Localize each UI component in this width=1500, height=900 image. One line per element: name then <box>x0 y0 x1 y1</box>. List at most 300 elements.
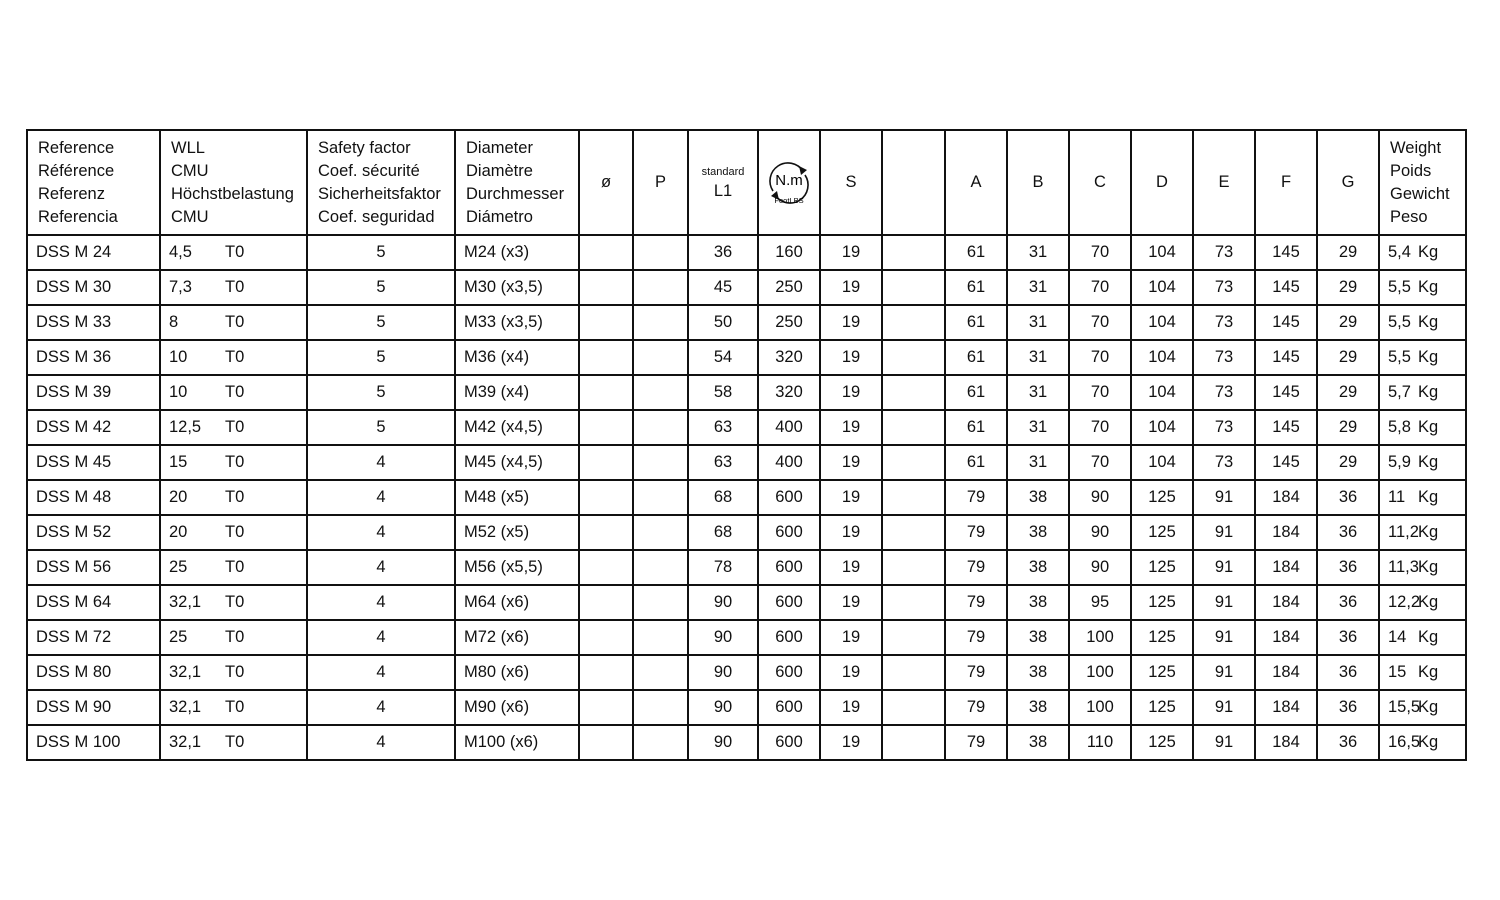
cell-blank <box>882 235 945 270</box>
wll-value: 10 <box>169 383 188 401</box>
torque-unit-nm: N.m <box>775 171 803 189</box>
cell-blank <box>882 410 945 445</box>
cell-diameter: M33 (x3,5) <box>455 305 579 340</box>
cell-p <box>633 445 688 480</box>
cell-d: 104 <box>1131 410 1193 445</box>
cell-b: 31 <box>1007 340 1069 375</box>
cell-p <box>633 410 688 445</box>
cell-d: 125 <box>1131 620 1193 655</box>
wll-value: 8 <box>169 313 179 331</box>
cell-blank <box>882 480 945 515</box>
table-row <box>27 690 1466 725</box>
cell-c: 70 <box>1069 235 1131 270</box>
header-l1 <box>688 130 758 235</box>
cell-s: 19 <box>820 445 882 480</box>
table-row <box>27 410 1466 445</box>
cell-d: 104 <box>1131 270 1193 305</box>
cell-s: 19 <box>820 305 882 340</box>
cell-reference: DSS M 100 <box>27 725 160 760</box>
cell-f: 145 <box>1255 375 1317 410</box>
cell-reference: DSS M 45 <box>27 445 160 480</box>
wll-unit: T0 <box>225 593 245 611</box>
header-diameter: Diameter Diamètre Durchmesser Diámetro <box>455 130 579 235</box>
cell-l1: 90 <box>688 690 758 725</box>
cell-e: 91 <box>1193 480 1255 515</box>
cell-e: 91 <box>1193 620 1255 655</box>
cell-c: 95 <box>1069 585 1131 620</box>
cell-reference: DSS M 52 <box>27 515 160 550</box>
cell-safety-factor: 5 <box>307 410 455 445</box>
wll-value: 12,5 <box>169 418 202 436</box>
cell-f: 184 <box>1255 515 1317 550</box>
cell-safety-factor: 5 <box>307 340 455 375</box>
cell-b: 38 <box>1007 725 1069 760</box>
cell-s: 19 <box>820 515 882 550</box>
cell-p <box>633 550 688 585</box>
cell-reference: DSS M 56 <box>27 550 160 585</box>
table-row <box>27 270 1466 305</box>
cell-d: 125 <box>1131 690 1193 725</box>
cell-c: 70 <box>1069 445 1131 480</box>
header-e: E <box>1193 130 1255 235</box>
cell-wll <box>160 480 307 515</box>
cell-a: 79 <box>945 620 1007 655</box>
cell-safety-factor: 4 <box>307 620 455 655</box>
specification-table <box>26 129 1467 761</box>
cell-torque: 600 <box>758 690 820 725</box>
cell-wll <box>160 410 307 445</box>
cell-l1: 63 <box>688 445 758 480</box>
cell-s: 19 <box>820 340 882 375</box>
cell-e: 73 <box>1193 375 1255 410</box>
cell-p <box>633 270 688 305</box>
cell-p <box>633 515 688 550</box>
table-body <box>27 235 1466 760</box>
cell-phi <box>579 375 633 410</box>
weight-unit: Kg <box>1418 418 1439 436</box>
wll-unit: T0 <box>225 733 245 751</box>
cell-phi <box>579 305 633 340</box>
cell-b: 31 <box>1007 270 1069 305</box>
cell-d: 125 <box>1131 655 1193 690</box>
cell-wll <box>160 340 307 375</box>
cell-f: 184 <box>1255 655 1317 690</box>
header-f: F <box>1255 130 1317 235</box>
cell-s: 19 <box>820 725 882 760</box>
cell-g: 36 <box>1317 515 1379 550</box>
cell-safety-factor: 4 <box>307 690 455 725</box>
cell-weight <box>1379 340 1466 375</box>
cell-g: 36 <box>1317 690 1379 725</box>
cell-e: 73 <box>1193 445 1255 480</box>
cell-c: 70 <box>1069 270 1131 305</box>
cell-diameter: M52 (x5) <box>455 515 579 550</box>
cell-wll <box>160 515 307 550</box>
cell-diameter: M90 (x6) <box>455 690 579 725</box>
cell-g: 29 <box>1317 235 1379 270</box>
cell-blank <box>882 655 945 690</box>
cell-blank <box>882 375 945 410</box>
cell-reference: DSS M 42 <box>27 410 160 445</box>
table-row <box>27 620 1466 655</box>
cell-s: 19 <box>820 550 882 585</box>
cell-p <box>633 480 688 515</box>
cell-p <box>633 305 688 340</box>
cell-e: 73 <box>1193 270 1255 305</box>
cell-diameter: M80 (x6) <box>455 655 579 690</box>
cell-e: 91 <box>1193 585 1255 620</box>
cell-reference: DSS M 30 <box>27 270 160 305</box>
cell-phi <box>579 515 633 550</box>
table-row <box>27 340 1466 375</box>
cell-l1: 68 <box>688 515 758 550</box>
cell-b: 31 <box>1007 410 1069 445</box>
cell-wll <box>160 620 307 655</box>
cell-blank <box>882 690 945 725</box>
header-phi: ø <box>579 130 633 235</box>
cell-torque: 600 <box>758 550 820 585</box>
cell-weight <box>1379 655 1466 690</box>
cell-safety-factor: 4 <box>307 550 455 585</box>
header-row <box>27 130 1466 235</box>
weight-unit: Kg <box>1418 243 1439 261</box>
cell-wll <box>160 445 307 480</box>
cell-reference: DSS M 36 <box>27 340 160 375</box>
table-row <box>27 375 1466 410</box>
cell-a: 79 <box>945 585 1007 620</box>
cell-a: 61 <box>945 270 1007 305</box>
wll-unit: T0 <box>225 418 245 436</box>
weight-value: 5,5 <box>1388 348 1411 366</box>
weight-value: 16,5 <box>1388 733 1421 751</box>
cell-safety-factor: 4 <box>307 725 455 760</box>
cell-b: 38 <box>1007 585 1069 620</box>
cell-torque: 400 <box>758 445 820 480</box>
cell-g: 36 <box>1317 655 1379 690</box>
cell-c: 70 <box>1069 340 1131 375</box>
cell-s: 19 <box>820 480 882 515</box>
cell-safety-factor: 4 <box>307 515 455 550</box>
cell-d: 104 <box>1131 235 1193 270</box>
cell-s: 19 <box>820 235 882 270</box>
cell-wll <box>160 725 307 760</box>
cell-weight <box>1379 515 1466 550</box>
cell-torque: 320 <box>758 340 820 375</box>
cell-g: 36 <box>1317 550 1379 585</box>
wll-value: 10 <box>169 348 188 366</box>
wll-unit: T0 <box>225 523 245 541</box>
cell-blank <box>882 305 945 340</box>
wll-value: 15 <box>169 453 188 471</box>
cell-s: 19 <box>820 585 882 620</box>
cell-blank <box>882 585 945 620</box>
cell-c: 70 <box>1069 375 1131 410</box>
cell-s: 19 <box>820 690 882 725</box>
wll-value: 20 <box>169 523 188 541</box>
cell-s: 19 <box>820 410 882 445</box>
cell-torque: 250 <box>758 270 820 305</box>
weight-value: 11,2 <box>1388 523 1419 541</box>
header-d: D <box>1131 130 1193 235</box>
cell-wll <box>160 690 307 725</box>
cell-weight <box>1379 480 1466 515</box>
cell-torque: 250 <box>758 305 820 340</box>
wll-unit: T0 <box>225 348 245 366</box>
cell-weight <box>1379 550 1466 585</box>
cell-diameter: M72 (x6) <box>455 620 579 655</box>
cell-s: 19 <box>820 620 882 655</box>
cell-safety-factor: 4 <box>307 585 455 620</box>
cell-f: 145 <box>1255 270 1317 305</box>
cell-torque: 600 <box>758 480 820 515</box>
cell-weight <box>1379 620 1466 655</box>
cell-l1: 45 <box>688 270 758 305</box>
cell-f: 184 <box>1255 480 1317 515</box>
header-a: A <box>945 130 1007 235</box>
cell-e: 91 <box>1193 725 1255 760</box>
cell-g: 36 <box>1317 585 1379 620</box>
header-wll: WLL CMU Höchstbelastung CMU <box>160 130 307 235</box>
cell-f: 184 <box>1255 550 1317 585</box>
cell-c: 90 <box>1069 550 1131 585</box>
wll-unit: T0 <box>225 558 245 576</box>
cell-l1: 90 <box>688 655 758 690</box>
header-l1-label: L1 <box>713 181 733 200</box>
cell-wll <box>160 305 307 340</box>
cell-diameter: M48 (x5) <box>455 480 579 515</box>
cell-weight <box>1379 305 1466 340</box>
cell-torque: 160 <box>758 235 820 270</box>
cell-d: 104 <box>1131 340 1193 375</box>
weight-unit: Kg <box>1418 348 1439 366</box>
cell-phi <box>579 550 633 585</box>
wll-unit: T0 <box>225 383 245 401</box>
table-row <box>27 725 1466 760</box>
cell-diameter: M100 (x6) <box>455 725 579 760</box>
cell-l1: 63 <box>688 410 758 445</box>
cell-b: 38 <box>1007 515 1069 550</box>
weight-unit: Kg <box>1418 523 1439 541</box>
weight-unit: Kg <box>1418 698 1439 716</box>
cell-c: 70 <box>1069 410 1131 445</box>
wll-value: 32,1 <box>169 663 202 681</box>
cell-a: 61 <box>945 305 1007 340</box>
table-row <box>27 235 1466 270</box>
cell-a: 79 <box>945 515 1007 550</box>
cell-a: 61 <box>945 410 1007 445</box>
cell-safety-factor: 4 <box>307 480 455 515</box>
cell-reference: DSS M 33 <box>27 305 160 340</box>
cell-safety-factor: 4 <box>307 655 455 690</box>
cell-b: 31 <box>1007 375 1069 410</box>
cell-blank <box>882 340 945 375</box>
wll-value: 25 <box>169 558 188 576</box>
cell-s: 19 <box>820 375 882 410</box>
wll-unit: T0 <box>225 698 245 716</box>
cell-a: 79 <box>945 690 1007 725</box>
weight-unit: Kg <box>1418 383 1439 401</box>
torque-unit-footlbs: FootLBS <box>774 195 804 205</box>
cell-a: 79 <box>945 655 1007 690</box>
wll-value: 32,1 <box>169 733 202 751</box>
cell-weight <box>1379 690 1466 725</box>
cell-blank <box>882 515 945 550</box>
cell-c: 70 <box>1069 305 1131 340</box>
cell-diameter: M24 (x3) <box>455 235 579 270</box>
cell-g: 29 <box>1317 375 1379 410</box>
cell-p <box>633 690 688 725</box>
wll-value: 25 <box>169 628 188 646</box>
weight-unit: Kg <box>1418 628 1439 646</box>
cell-weight <box>1379 410 1466 445</box>
cell-d: 125 <box>1131 480 1193 515</box>
cell-reference: DSS M 72 <box>27 620 160 655</box>
cell-reference: DSS M 39 <box>27 375 160 410</box>
cell-phi <box>579 690 633 725</box>
cell-diameter: M64 (x6) <box>455 585 579 620</box>
header-blank <box>882 130 945 235</box>
cell-c: 110 <box>1069 725 1131 760</box>
header-g: G <box>1317 130 1379 235</box>
weight-value: 5,8 <box>1388 418 1411 436</box>
cell-p <box>633 235 688 270</box>
cell-weight <box>1379 375 1466 410</box>
cell-d: 125 <box>1131 515 1193 550</box>
cell-a: 61 <box>945 445 1007 480</box>
cell-p <box>633 725 688 760</box>
cell-b: 31 <box>1007 235 1069 270</box>
cell-e: 91 <box>1193 690 1255 725</box>
cell-l1: 36 <box>688 235 758 270</box>
wll-value: 20 <box>169 488 188 506</box>
cell-diameter: M36 (x4) <box>455 340 579 375</box>
cell-g: 29 <box>1317 445 1379 480</box>
cell-diameter: M42 (x4,5) <box>455 410 579 445</box>
cell-f: 184 <box>1255 620 1317 655</box>
cell-blank <box>882 445 945 480</box>
cell-blank <box>882 270 945 305</box>
cell-c: 90 <box>1069 480 1131 515</box>
cell-g: 36 <box>1317 725 1379 760</box>
header-c: C <box>1069 130 1131 235</box>
cell-f: 145 <box>1255 445 1317 480</box>
cell-weight <box>1379 585 1466 620</box>
cell-phi <box>579 480 633 515</box>
weight-value: 11,3 <box>1388 558 1419 576</box>
cell-d: 125 <box>1131 725 1193 760</box>
cell-e: 91 <box>1193 515 1255 550</box>
cell-e: 91 <box>1193 550 1255 585</box>
cell-reference: DSS M 24 <box>27 235 160 270</box>
header-b: B <box>1007 130 1069 235</box>
cell-e: 73 <box>1193 340 1255 375</box>
cell-safety-factor: 5 <box>307 375 455 410</box>
cell-b: 38 <box>1007 655 1069 690</box>
wll-unit: T0 <box>225 628 245 646</box>
cell-p <box>633 375 688 410</box>
wll-value: 32,1 <box>169 698 202 716</box>
cell-phi <box>579 235 633 270</box>
cell-reference: DSS M 90 <box>27 690 160 725</box>
cell-reference: DSS M 80 <box>27 655 160 690</box>
cell-e: 73 <box>1193 235 1255 270</box>
header-l1-standard: standard <box>701 165 745 178</box>
cell-a: 79 <box>945 480 1007 515</box>
cell-phi <box>579 270 633 305</box>
cell-p <box>633 585 688 620</box>
cell-phi <box>579 585 633 620</box>
cell-diameter: M39 (x4) <box>455 375 579 410</box>
cell-safety-factor: 5 <box>307 270 455 305</box>
cell-weight <box>1379 445 1466 480</box>
cell-diameter: M45 (x4,5) <box>455 445 579 480</box>
cell-g: 36 <box>1317 480 1379 515</box>
weight-unit: Kg <box>1418 558 1439 576</box>
cell-g: 29 <box>1317 410 1379 445</box>
wll-unit: T0 <box>225 663 245 681</box>
cell-d: 104 <box>1131 445 1193 480</box>
cell-g: 29 <box>1317 305 1379 340</box>
cell-torque: 600 <box>758 585 820 620</box>
cell-f: 145 <box>1255 410 1317 445</box>
cell-blank <box>882 620 945 655</box>
table-row <box>27 550 1466 585</box>
cell-a: 61 <box>945 375 1007 410</box>
weight-value: 14 <box>1388 628 1407 646</box>
table-row <box>27 305 1466 340</box>
cell-wll <box>160 270 307 305</box>
weight-value: 5,9 <box>1388 453 1411 471</box>
cell-e: 73 <box>1193 305 1255 340</box>
header-p: P <box>633 130 688 235</box>
cell-b: 31 <box>1007 305 1069 340</box>
cell-f: 145 <box>1255 305 1317 340</box>
cell-wll <box>160 585 307 620</box>
cell-torque: 600 <box>758 725 820 760</box>
header-safety-factor: Safety factor Coef. sécurité Sicherheitsfaktor Coef. seguridad <box>307 130 455 235</box>
weight-unit: Kg <box>1418 663 1439 681</box>
table-row <box>27 480 1466 515</box>
torque-rotation-icon <box>763 161 815 205</box>
cell-weight <box>1379 235 1466 270</box>
cell-diameter: M30 (x3,5) <box>455 270 579 305</box>
wll-unit: T0 <box>225 313 245 331</box>
cell-wll <box>160 655 307 690</box>
wll-unit: T0 <box>225 488 245 506</box>
cell-weight <box>1379 725 1466 760</box>
cell-l1: 90 <box>688 585 758 620</box>
cell-torque: 600 <box>758 620 820 655</box>
cell-reference: DSS M 48 <box>27 480 160 515</box>
cell-d: 104 <box>1131 375 1193 410</box>
cell-b: 38 <box>1007 620 1069 655</box>
header-reference: Reference Référence Referenz Referencia <box>27 130 160 235</box>
weight-value: 12,2 <box>1388 593 1421 611</box>
table-row <box>27 445 1466 480</box>
cell-blank <box>882 550 945 585</box>
cell-reference: DSS M 64 <box>27 585 160 620</box>
cell-diameter: M56 (x5,5) <box>455 550 579 585</box>
wll-unit: T0 <box>225 278 245 296</box>
cell-c: 90 <box>1069 515 1131 550</box>
cell-g: 29 <box>1317 270 1379 305</box>
cell-torque: 600 <box>758 655 820 690</box>
cell-torque: 600 <box>758 515 820 550</box>
cell-l1: 90 <box>688 725 758 760</box>
wll-unit: T0 <box>225 453 245 471</box>
weight-unit: Kg <box>1418 488 1439 506</box>
cell-wll <box>160 550 307 585</box>
